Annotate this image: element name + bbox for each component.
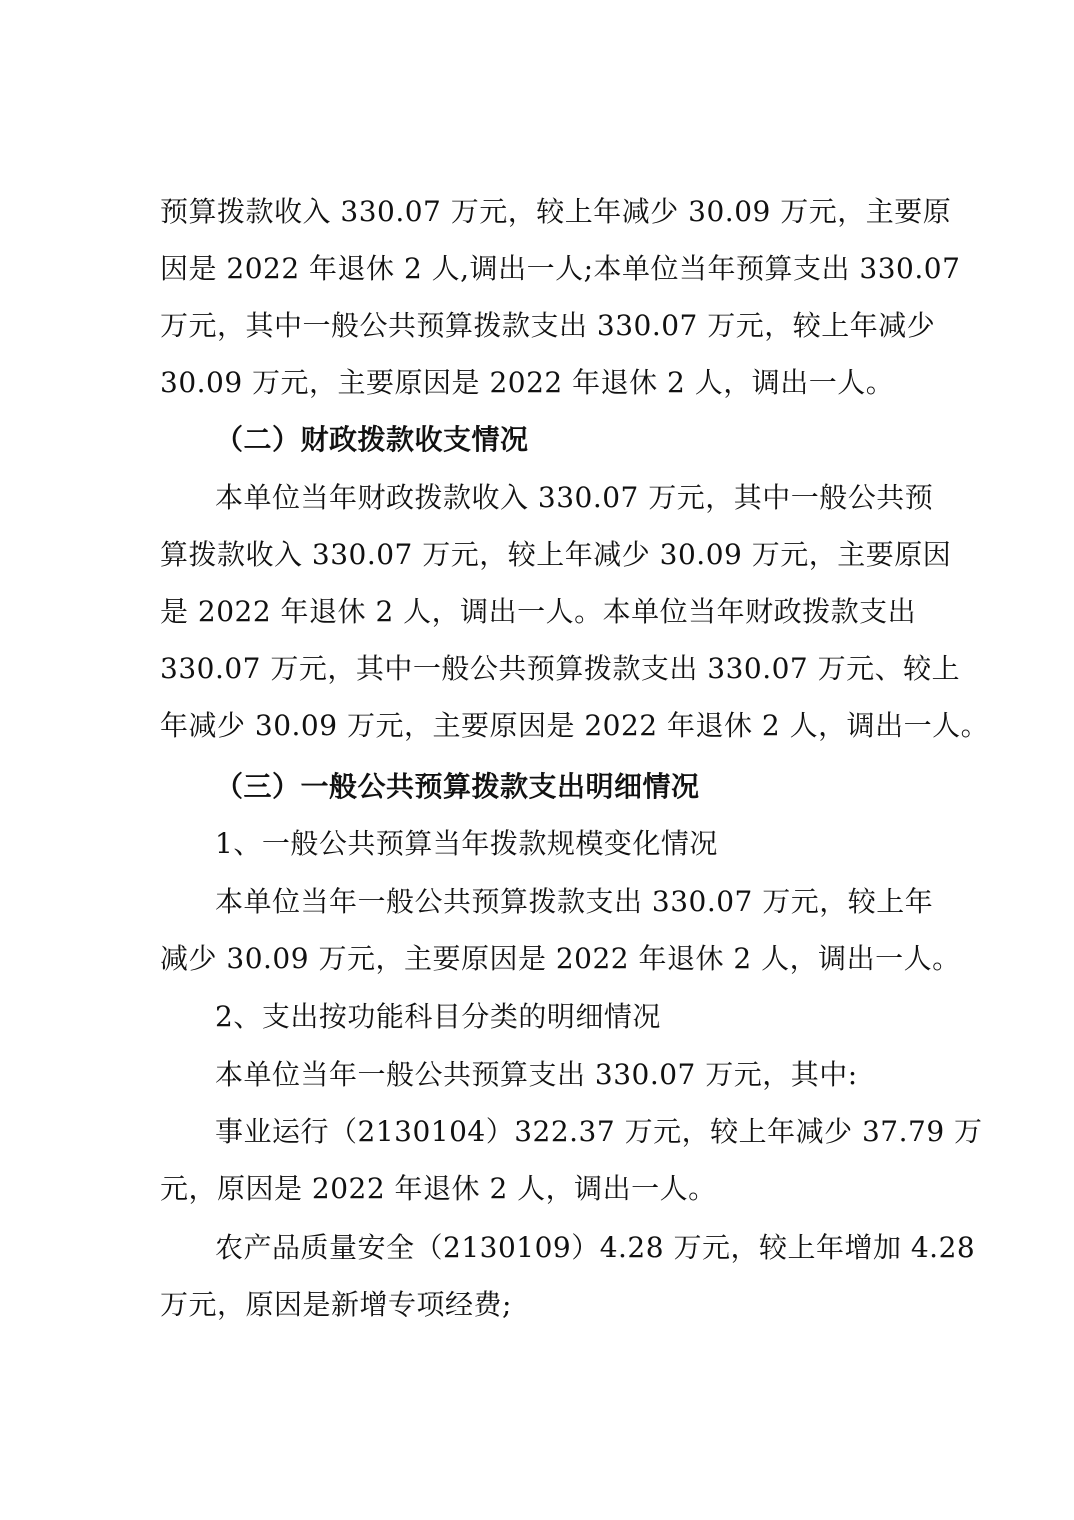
paragraph-line: 万元，其中一般公共预算拨款支出 330.07 万元，较上年减少 [160, 309, 936, 342]
paragraph-line: 预算拨款收入 330.07 万元，较上年减少 30.09 万元，主要原 [160, 195, 952, 228]
paragraph-line: 元，原因是 2022 年退休 2 人，调出一人。 [160, 1172, 717, 1205]
section-heading-2: （二）财政拨款收支情况 [215, 423, 529, 456]
paragraph-line: 年减少 30.09 万元，主要原因是 2022 年退休 2 人，调出一人。 [160, 709, 990, 742]
paragraph-line: 万元，原因是新增专项经费; [160, 1288, 512, 1321]
section-heading-3: （三）一般公共预算拨款支出明细情况 [215, 770, 700, 803]
paragraph-line: 农产品质量安全（2130109）4.28 万元，较上年增加 4.28 [215, 1231, 976, 1264]
paragraph-line: 是 2022 年退休 2 人，调出一人。本单位当年财政拨款支出 [160, 595, 917, 628]
subsection-heading-2: 2、支出按功能科目分类的明细情况 [215, 1000, 661, 1033]
paragraph-line: 330.07 万元，其中一般公共预算拨款支出 330.07 万元、较上 [160, 652, 961, 685]
paragraph-line: 本单位当年财政拨款收入 330.07 万元，其中一般公共预 [215, 481, 934, 514]
paragraph-line: 事业运行（2130104）322.37 万元，较上年减少 37.79 万 [215, 1115, 983, 1148]
paragraph-line: 减少 30.09 万元，主要原因是 2022 年退休 2 人，调出一人。 [160, 942, 961, 975]
paragraph-line: 算拨款收入 330.07 万元，较上年减少 30.09 万元，主要原因 [160, 538, 952, 571]
subsection-heading-1: 1、一般公共预算当年拨款规模变化情况 [215, 827, 718, 860]
paragraph-line: 因是 2022 年退休 2 人,调出一人;本单位当年预算支出 330.07 [160, 252, 961, 285]
paragraph-line: 本单位当年一般公共预算拨款支出 330.07 万元，较上年 [215, 885, 934, 918]
paragraph-line: 本单位当年一般公共预算支出 330.07 万元，其中: [215, 1058, 858, 1091]
paragraph-line: 30.09 万元，主要原因是 2022 年退休 2 人，调出一人。 [160, 366, 895, 399]
